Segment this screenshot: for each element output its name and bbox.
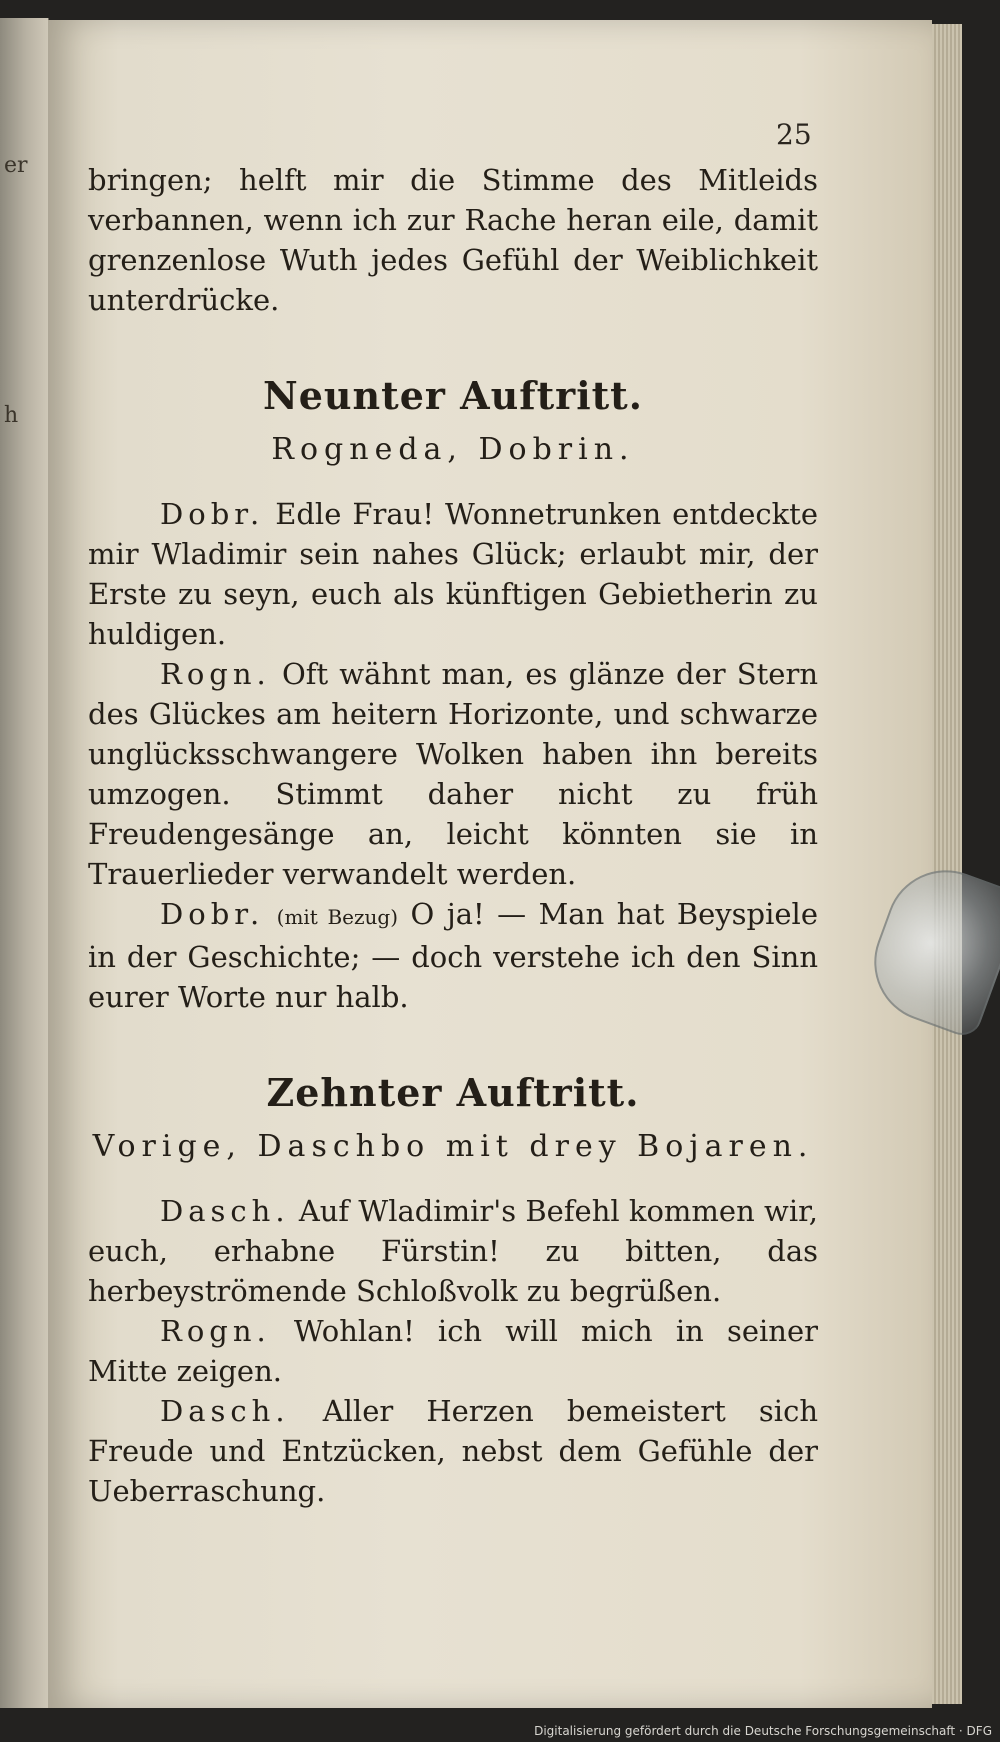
speech — [88, 494, 818, 654]
speech — [88, 1311, 818, 1391]
digitization-credit: Digitalisierung gefördert durch die Deutsche Forschungsgemeinschaft · DFG — [534, 1724, 992, 1738]
previous-page-fragment: h — [4, 403, 19, 428]
cast-list: Rogneda, Dobrin. — [271, 432, 635, 467]
scene-heading: Zehnter Auftritt. — [266, 1070, 640, 1115]
speaker-name: Dasch. — [160, 1194, 290, 1228]
paragraph: bringen; helft mir die Stimme des Mitleids verbannen, wenn ich zur Rache heran eile, damit grenzenlose Wuth jedes Gefühl der Weiblichkeit unterdrücke. — [88, 163, 818, 317]
cast-list: Vorige, Daschbo mit drey Bojaren. — [92, 1129, 814, 1164]
previous-page-fragment: er — [4, 153, 28, 178]
speech-text: Oft wähnt man, es glänze der Stern des Glückes am heitern Horizonte, und schwarze unglücksschwangere Wolken haben ihn bereits umzogen. Stimmt daher nicht zu früh Freudengesänge an, leicht könnten sie in Trauerlieder verwandelt werden. — [88, 657, 818, 891]
speech-text: Wohlan! ich will mich in seiner Mitte zeigen. — [88, 1314, 818, 1388]
page-edges — [932, 24, 962, 1704]
speech — [88, 654, 818, 894]
page-number: 25 — [776, 118, 812, 151]
speaker-name: Rogn. — [160, 1314, 271, 1348]
speech — [88, 1391, 818, 1511]
speech — [88, 1191, 818, 1311]
speaker-name: Dobr. — [160, 897, 265, 931]
previous-page-edge — [0, 18, 49, 1708]
speaker-name: Rogn. — [160, 657, 271, 691]
page-text — [88, 160, 818, 1511]
speech-text: Aller Herzen bemeistert sich Freude und Entzücken, nebst dem Gefühle der Ueberraschung. — [88, 1394, 819, 1508]
speech — [88, 894, 818, 1017]
speech-text: Edle Frau! Wonnetrunken entdeckte mir Wladimir sein nahes Glück; erlaubt mir, der Erste zu seyn, euch als künftigen Gebietherin zu huldigen. — [88, 497, 818, 651]
speaker-name: Dobr. — [160, 497, 265, 531]
speaker-name: Dasch. — [160, 1394, 290, 1428]
stage-direction: (mit Bezug) — [276, 905, 399, 929]
scene-heading: Neunter Auftritt. — [263, 373, 643, 418]
speech-text: Auf Wladimir's Befehl kommen wir, euch, erhabne Fürstin! zu bitten, das herbeyströmende Schloßvolk zu begrüßen. — [88, 1194, 818, 1308]
speech-text: O ja! — Man hat Beyspiele in der Geschichte; — doch verstehe ich den Sinn eurer Worte nur halb. — [88, 897, 818, 1014]
